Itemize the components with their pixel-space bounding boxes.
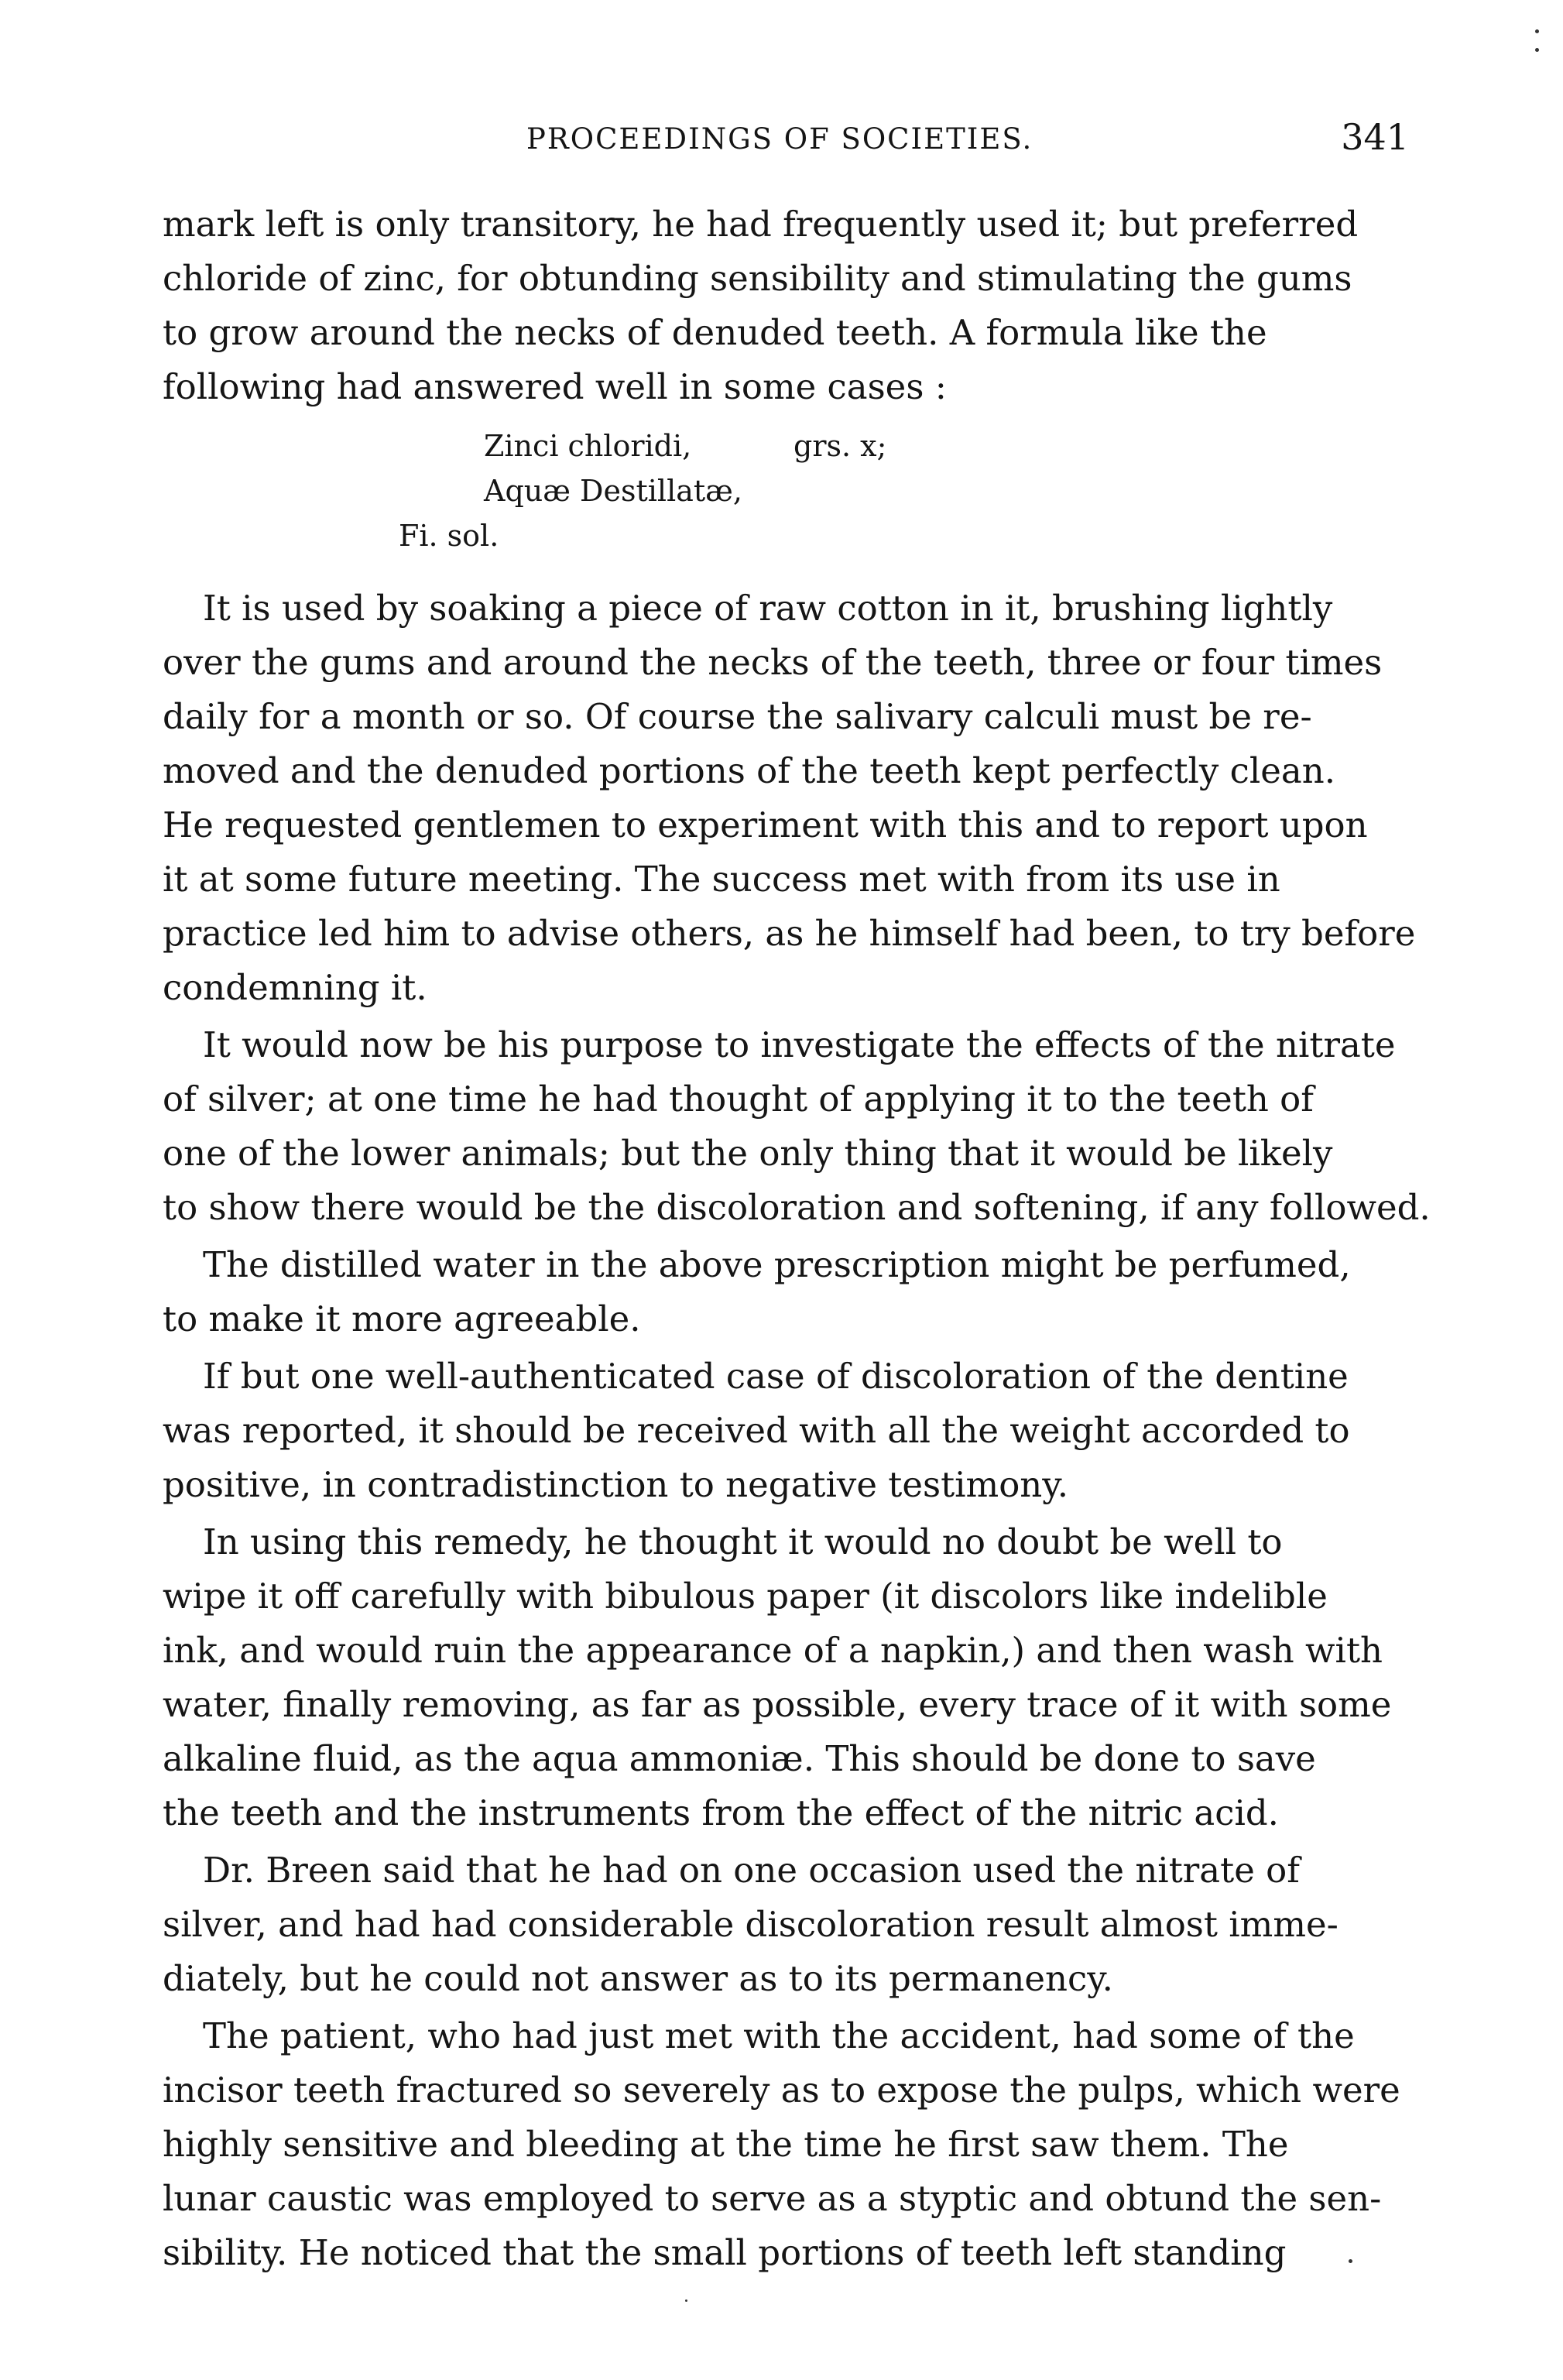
text-line: diately, but he could not answer as to its permanency. (163, 1958, 1113, 1999)
text-line: He requested gentlemen to experiment with this and to report upon (163, 804, 1368, 845)
text-line: positive, in contradistinction to negative testimony. (163, 1464, 1069, 1505)
text-line: incisor teeth fractured so severely as to expose the pulps, which were (163, 2070, 1400, 2111)
text-line: practice led him to advise others, as he himself had been, to try before (163, 913, 1416, 954)
paragraph-distilled-water (163, 1238, 1417, 1346)
text-line: sibility. He noticed that the small portions of teeth left standing (163, 2232, 1287, 2273)
intro-paragraph (163, 197, 1417, 414)
print-speck (1535, 48, 1539, 52)
text-line: Dr. Breen said that he had on one occasion used the nitrate of (203, 1850, 1300, 1891)
prescription-direction: Fi. sol. (399, 519, 499, 553)
text-line: it at some future meeting. The success met with from its use in (163, 859, 1280, 900)
paragraph-dr-breen (163, 1843, 1417, 2006)
paragraph-testimony (163, 1349, 1417, 1512)
text-line: wipe it off carefully with bibulous paper (it discolors like indelible (163, 1576, 1328, 1617)
text-line: water, finally removing, as far as possible, every trace of it with some (163, 1684, 1392, 1725)
text-line: mark left is only transitory, he had frequently used it; but preferred (163, 204, 1359, 245)
text-line: It is used by soaking a piece of raw cotton in it, brushing lightly (203, 588, 1333, 629)
prescription-vehicle: Aquæ Destillatæ, (484, 474, 742, 508)
text-line: lunar caustic was employed to serve as a styptic and obtund the sen- (163, 2178, 1382, 2219)
text-line: It would now be his purpose to investigate the effects of the nitrate (203, 1024, 1396, 1065)
text-line: silver, and had had considerable discoloration result almost imme- (163, 1904, 1338, 1945)
text-line: The patient, who had just met with the accident, had some of the (203, 2015, 1355, 2056)
prescription-amount: grs. x; (793, 429, 887, 463)
print-speck (685, 2299, 687, 2302)
text-line: alkaline fluid, as the aqua ammoniæ. This should be done to save (163, 1738, 1316, 1779)
body-text (163, 197, 1431, 2280)
prescription-formula (163, 422, 1417, 577)
text-line: to grow around the necks of denuded teeth. A formula like the (163, 312, 1267, 353)
text-line: If but one well-authenticated case of discoloration of the dentine (203, 1356, 1349, 1397)
text-line: to make it more agreeable. (163, 1298, 641, 1339)
text-line: In using this remedy, he thought it would no doubt be well to (203, 1521, 1283, 1562)
text-line: was reported, it should be received with all the weight accorded to (163, 1410, 1350, 1451)
text-line: daily for a month or so. Of course the salivary calculi must be re- (163, 696, 1312, 737)
print-speck (1535, 29, 1539, 33)
page-header (163, 116, 1417, 163)
text-line: following had answered well in some cases : (163, 366, 947, 407)
print-speck (1349, 2259, 1352, 2263)
paragraph-remedy-use (163, 1515, 1417, 1840)
prescription-drug: Zinci chloridi, (484, 429, 692, 463)
text-line: ink, and would ruin the appearance of a napkin,) and then wash with (163, 1630, 1383, 1671)
text-line: to show there would be the discoloration and softening, if any followed. (163, 1187, 1431, 1228)
text-line: the teeth and the instruments from the effect of the nitric acid. (163, 1792, 1279, 1833)
paragraph-patient (163, 2009, 1417, 2280)
text-line: The distilled water in the above prescription might be perfumed, (203, 1244, 1351, 1285)
text-line: highly sensitive and bleeding at the time he first saw them. The (163, 2124, 1289, 2165)
text-line: one of the lower animals; but the only thing that it would be likely (163, 1133, 1333, 1174)
text-line: over the gums and around the necks of the teeth, three or four times (163, 642, 1383, 683)
text-line: condemning it. (163, 967, 427, 1008)
text-line: moved and the denuded portions of the teeth kept perfectly clean. (163, 750, 1335, 791)
page-number: 341 (1341, 116, 1409, 158)
paragraph-nitrate (163, 1018, 1431, 1235)
paragraph-usage (163, 581, 1417, 1015)
running-head: PROCEEDINGS OF SOCIETIES. (526, 122, 1033, 156)
text-line: chloride of zinc, for obtunding sensibility and stimulating the gums (163, 258, 1352, 299)
text-line: of silver; at one time he had thought of applying it to the teeth of (163, 1079, 1314, 1120)
